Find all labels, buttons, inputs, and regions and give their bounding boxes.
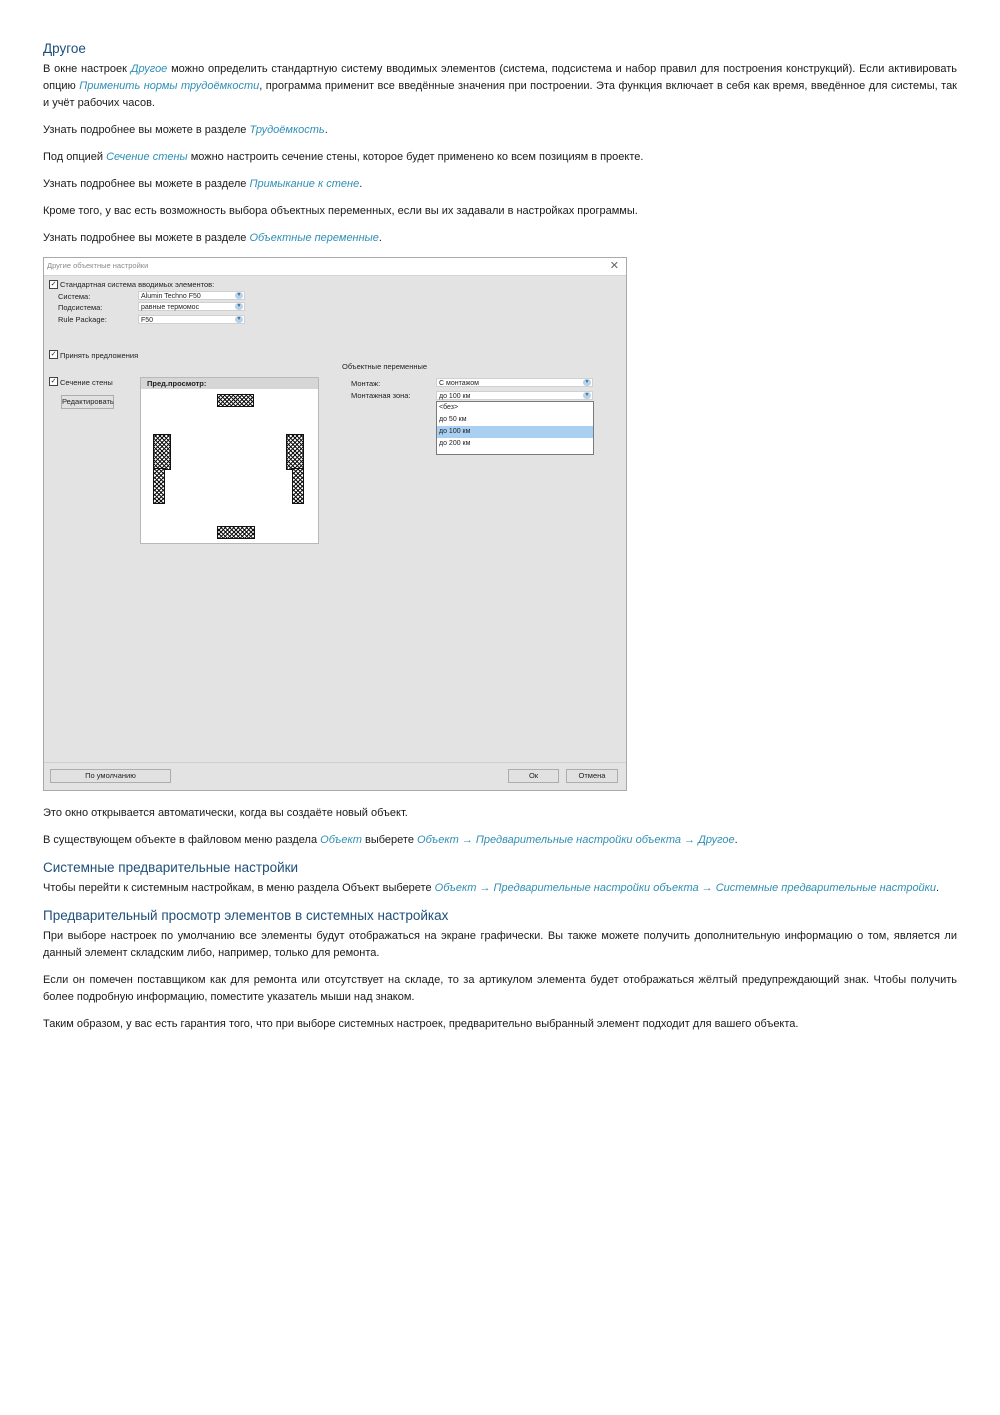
link-system-presettings[interactable]: Объект → Предварительные настройки объекта → Системные предварительные настройки: [434, 882, 936, 894]
close-icon[interactable]: ✕: [609, 260, 619, 272]
profile-right-upper-hatch: [286, 434, 304, 470]
std-system-label: Стандартная система вводимых элементов:: [60, 280, 215, 289]
chevron-down-icon: ▼: [236, 292, 242, 298]
edit-button[interactable]: Редактировать: [61, 395, 114, 409]
object-settings-dialog: [43, 257, 627, 791]
paragraph: Узнать подробнее вы можете в разделе Примыкание к стене.: [43, 178, 363, 190]
paragraph: Если он помечен поставщиком как для ремонта или отсутствует на складе, то за артикулом элемента будет отображаться жёлтый предупреждающий знак. Чтобы получить более подробную информацию, поместите указатель мыши над знаком.: [43, 974, 957, 1003]
cancel-button[interactable]: Отмена: [566, 769, 618, 783]
chevron-down-icon: ▼: [236, 303, 242, 309]
link-labor[interactable]: Трудоёмкость: [249, 124, 325, 136]
paragraph: В существующем объекте в файловом меню раздела Объект выберете Объект → Предварительные настройки объекта → Другое.: [43, 834, 738, 846]
object-variables-label: Объектные переменные: [342, 362, 428, 371]
dialog-titlebar: [44, 258, 626, 276]
profile-left-lower-hatch: [153, 468, 165, 504]
accept-proposals-label: Принять предложения: [60, 351, 139, 360]
profile-left-upper-hatch: [153, 434, 171, 470]
chevron-down-icon: ▼: [584, 392, 590, 398]
rule-package-select[interactable]: F50 ▼: [138, 315, 245, 324]
dialog-title: Другие объектные настройки: [47, 261, 149, 270]
link-labor-norms[interactable]: Применить нормы трудоёмкости: [79, 80, 260, 92]
montage-label: Монтаж:: [351, 379, 381, 388]
section-heading-preview: Предварительный просмотр элементов в системных настройках: [43, 908, 449, 923]
link-other[interactable]: Другое: [130, 63, 168, 75]
system-select[interactable]: Alumin Techno F50 ▼: [138, 291, 245, 300]
profile-bottom-hatch: [217, 526, 255, 539]
accept-proposals-checkbox[interactable]: ✓: [50, 351, 57, 358]
chevron-down-icon: ▼: [236, 316, 242, 322]
paragraph: Таким образом, у вас есть гарантия того, что при выборе системных настроек, предварительно выбранный элемент подходит для вашего объекта.: [43, 1018, 799, 1030]
paragraph: Чтобы перейти к системным настройкам, в меню раздела Объект выберете Объект → Предварительные настройки объекта → Системные предварительные настройки.: [43, 882, 940, 894]
zone-option[interactable]: <без>: [439, 404, 459, 411]
link-object-presettings-other[interactable]: Объект → Предварительные настройки объекта → Другое: [417, 834, 735, 846]
dialog-footer-divider: [44, 762, 626, 763]
zone-label: Монтажная зона:: [351, 391, 411, 400]
paragraph: Кроме того, у вас есть возможность выбора объектных переменных, если вы их задавали в настройках программы.: [43, 205, 638, 217]
paragraph: Узнать подробнее вы можете в разделе Трудоёмкость.: [43, 124, 328, 136]
section-heading-other: Другое: [43, 41, 86, 56]
zone-dropdown-list: [436, 401, 594, 455]
paragraph: Узнать подробнее вы можете в разделе Объектные переменные.: [43, 232, 382, 244]
rule-package-label: Rule Package:: [58, 315, 107, 324]
wall-section-label: Сечение стены: [60, 378, 113, 387]
document-body: [43, 40, 957, 1043]
link-wall-junction[interactable]: Примыкание к стене: [249, 178, 360, 190]
profile-top-hatch: [217, 394, 254, 407]
std-system-checkbox[interactable]: ✓: [50, 281, 57, 288]
section-heading-system-presettings: Системные предварительные настройки: [43, 860, 299, 875]
default-button[interactable]: По умолчанию: [50, 769, 171, 783]
chevron-down-icon: ▼: [584, 379, 590, 385]
zone-option-selected[interactable]: до 100 км: [437, 426, 593, 438]
preview-panel: [140, 377, 319, 544]
zone-option[interactable]: до 50 км: [439, 416, 467, 423]
paragraph: Это окно открывается автоматически, когда вы создаёте новый объект.: [43, 807, 408, 819]
paragraph: Под опцией Сечение стены можно настроить сечение стены, которое будет применено ко всем позициям в проекте.: [43, 151, 644, 163]
zone-select[interactable]: до 100 км ▼: [436, 391, 593, 400]
paragraph: В окне настроек Другое можно определить стандартную систему вводимых элементов (система, подсистема и набор правил для построения конструкций). Если активировать опцию Применить нормы трудоёмкости, программа применит все введённые значения при построении. Эта функция включает в себя как время, введённое для системы, так и учёт рабочих часов.: [43, 63, 957, 109]
preview-label: Пред.просмотр:: [141, 378, 318, 389]
link-wall-section[interactable]: Сечение стены: [106, 151, 188, 163]
link-object-variables[interactable]: Объектные переменные: [249, 232, 379, 244]
link-object[interactable]: Объект: [320, 834, 362, 846]
paragraph: При выборе настроек по умолчанию все элементы будут отображаться на экране графически. Вы также можете получить дополнительную информацию о том, является ли данный элемент складским либо, например, только для ремонта.: [43, 930, 957, 959]
system-label: Система:: [58, 292, 91, 301]
subsystem-label: Подсистема:: [58, 303, 103, 312]
ok-button[interactable]: Ок: [508, 769, 559, 783]
profile-right-lower-hatch: [292, 468, 304, 504]
subsystem-select[interactable]: равные термомос ▼: [138, 302, 245, 311]
wall-section-checkbox[interactable]: ✓: [50, 378, 57, 385]
montage-select[interactable]: С монтажом ▼: [436, 378, 593, 387]
zone-option[interactable]: до 200 км: [439, 440, 471, 447]
